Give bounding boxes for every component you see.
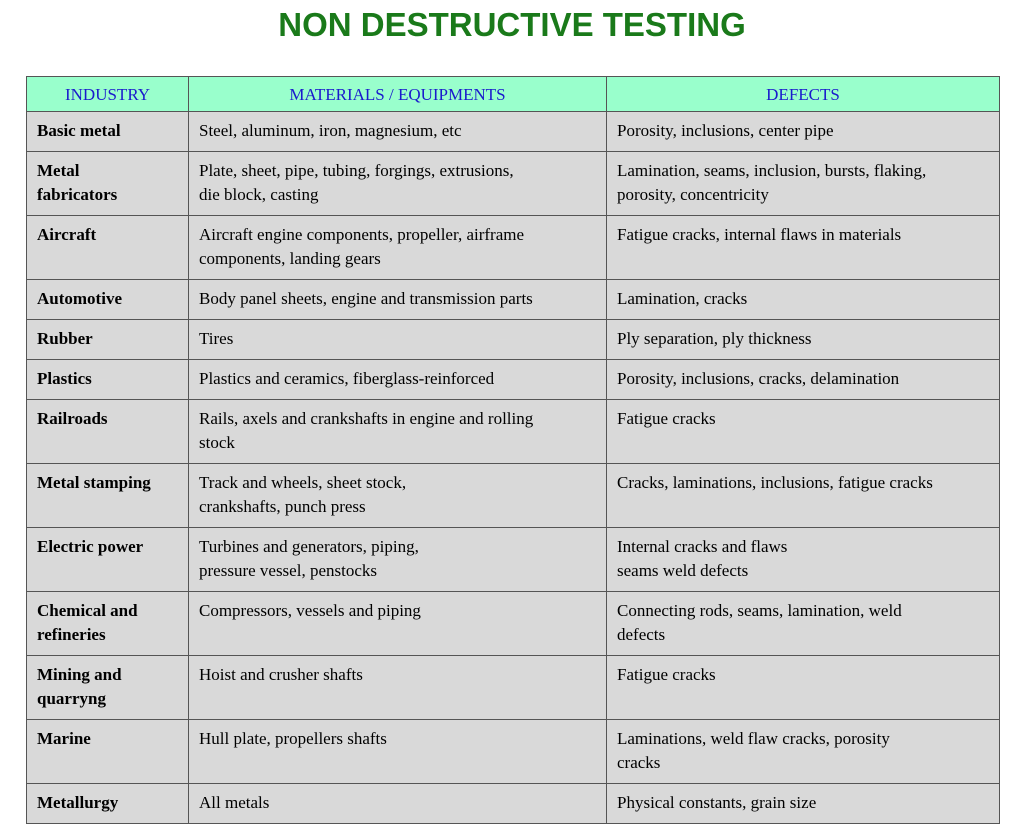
industry-cell: Marine bbox=[27, 720, 189, 784]
table-row bbox=[27, 720, 1000, 784]
defects-cell: Ply separation, ply thickness bbox=[607, 320, 1000, 360]
materials-cell: Plastics and ceramics, fiberglass-reinforced bbox=[189, 360, 607, 400]
table-row bbox=[27, 592, 1000, 656]
materials-cell: Hoist and crusher shafts bbox=[189, 656, 607, 720]
table-row bbox=[27, 360, 1000, 400]
industry-cell: Railroads bbox=[27, 400, 189, 464]
industry-cell: Electric power bbox=[27, 528, 189, 592]
table-row bbox=[27, 400, 1000, 464]
materials-cell: Track and wheels, sheet stock, crankshafts, punch press bbox=[189, 464, 607, 528]
industry-cell: Chemical and refineries bbox=[27, 592, 189, 656]
header-industry: INDUSTRY bbox=[27, 77, 189, 112]
defects-cell: Porosity, inclusions, center pipe bbox=[607, 112, 1000, 152]
defects-cell: Fatigue cracks bbox=[607, 400, 1000, 464]
table-row bbox=[27, 784, 1000, 824]
header-materials: MATERIALS / EQUIPMENTS bbox=[189, 77, 607, 112]
table-row bbox=[27, 152, 1000, 216]
defects-cell: Fatigue cracks bbox=[607, 656, 1000, 720]
table-row bbox=[27, 112, 1000, 152]
table-row bbox=[27, 528, 1000, 592]
defects-cell: Connecting rods, seams, lamination, weld defects bbox=[607, 592, 1000, 656]
defects-cell: Laminations, weld flaw cracks, porosity cracks bbox=[607, 720, 1000, 784]
materials-cell: Tires bbox=[189, 320, 607, 360]
materials-cell: Compressors, vessels and piping bbox=[189, 592, 607, 656]
table-row bbox=[27, 320, 1000, 360]
industry-cell: Metal stamping bbox=[27, 464, 189, 528]
defects-cell: Fatigue cracks, internal flaws in materials bbox=[607, 216, 1000, 280]
industry-cell: Automotive bbox=[27, 280, 189, 320]
materials-cell: Hull plate, propellers shafts bbox=[189, 720, 607, 784]
table-row bbox=[27, 656, 1000, 720]
materials-cell: All metals bbox=[189, 784, 607, 824]
materials-cell: Turbines and generators, piping, pressure vessel, penstocks bbox=[189, 528, 607, 592]
table-row bbox=[27, 280, 1000, 320]
defects-cell: Porosity, inclusions, cracks, delamination bbox=[607, 360, 1000, 400]
industry-cell: Aircraft bbox=[27, 216, 189, 280]
industry-cell: Basic metal bbox=[27, 112, 189, 152]
table-row bbox=[27, 464, 1000, 528]
materials-cell: Plate, sheet, pipe, tubing, forgings, extrusions, die block, casting bbox=[189, 152, 607, 216]
industry-cell: Metallurgy bbox=[27, 784, 189, 824]
page-title: NON DESTRUCTIVE TESTING bbox=[278, 6, 746, 43]
defects-cell: Cracks, laminations, inclusions, fatigue cracks bbox=[607, 464, 1000, 528]
industry-cell: Plastics bbox=[27, 360, 189, 400]
materials-cell: Rails, axels and crankshafts in engine and rolling stock bbox=[189, 400, 607, 464]
header-defects: DEFECTS bbox=[607, 77, 1000, 112]
ndt-table bbox=[26, 76, 1000, 824]
materials-cell: Body panel sheets, engine and transmission parts bbox=[189, 280, 607, 320]
defects-cell: Physical constants, grain size bbox=[607, 784, 1000, 824]
defects-cell: Lamination, cracks bbox=[607, 280, 1000, 320]
industry-cell: Mining and quarryng bbox=[27, 656, 189, 720]
industry-cell: Rubber bbox=[27, 320, 189, 360]
table-header-row bbox=[27, 77, 1000, 112]
industry-cell: Metal fabricators bbox=[27, 152, 189, 216]
table-row bbox=[27, 216, 1000, 280]
defects-cell: Internal cracks and flaws seams weld defects bbox=[607, 528, 1000, 592]
materials-cell: Steel, aluminum, iron, magnesium, etc bbox=[189, 112, 607, 152]
materials-cell: Aircraft engine components, propeller, airframe components, landing gears bbox=[189, 216, 607, 280]
defects-cell: Lamination, seams, inclusion, bursts, flaking, porosity, concentricity bbox=[607, 152, 1000, 216]
